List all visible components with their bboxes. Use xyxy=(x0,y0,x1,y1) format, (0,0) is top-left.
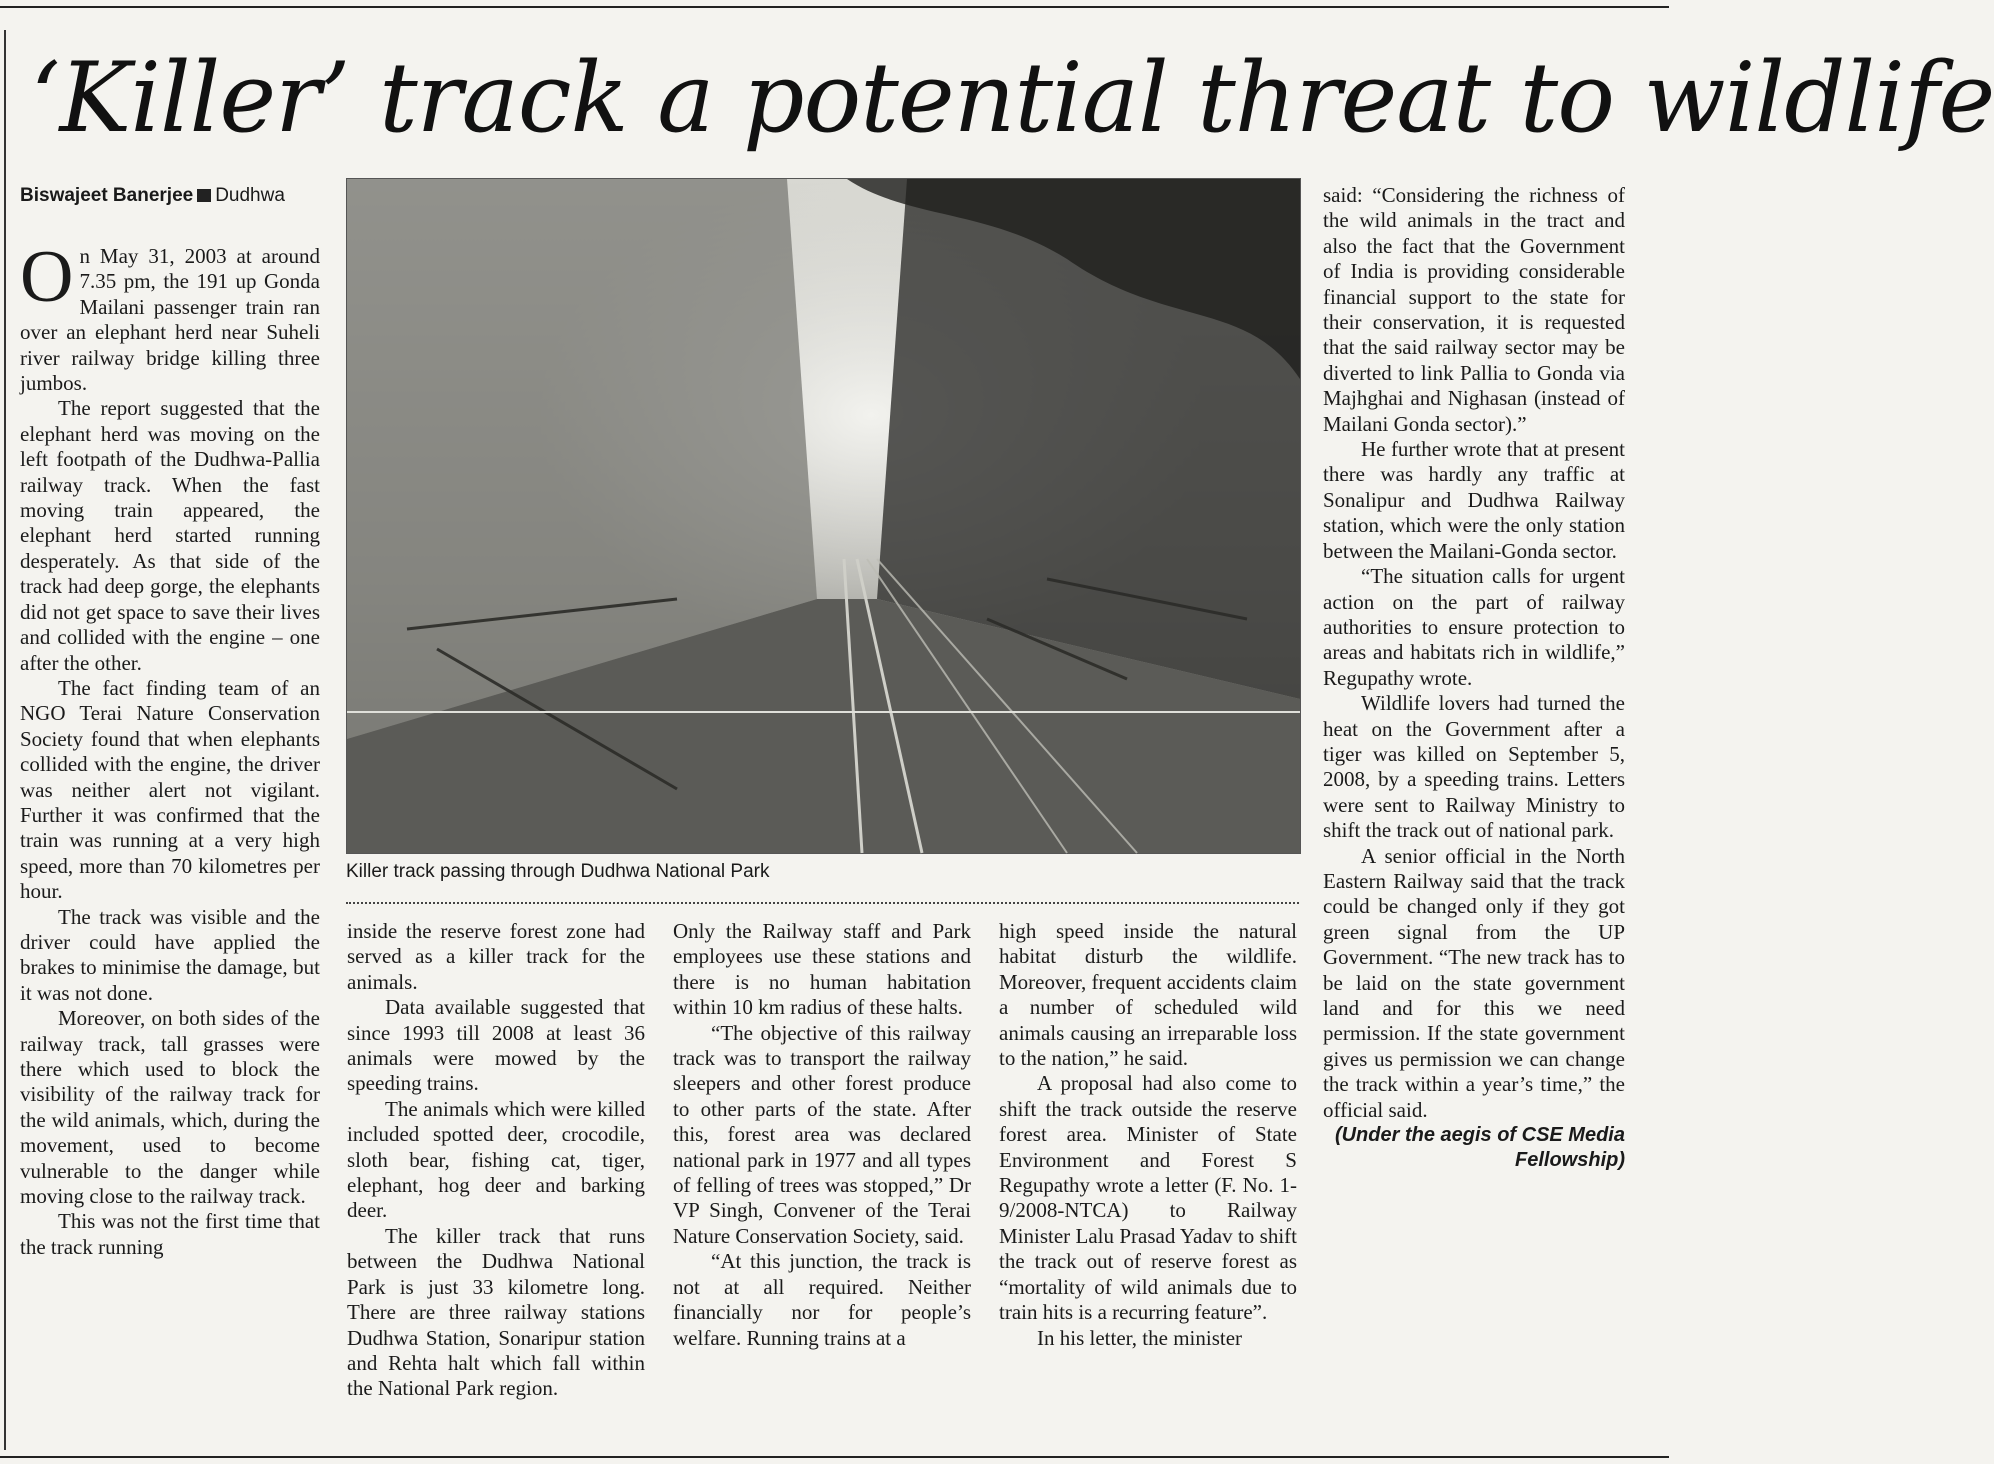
bottom-rule xyxy=(0,1456,1669,1458)
paragraph: “At this junction, the track is not at all required. Neither financially nor for people’s welfare. Running trains at a xyxy=(673,1249,971,1350)
byline-separator-square xyxy=(197,189,211,202)
paragraph: On May 31, 2003 at around 7.35 pm, the 191 up Gonda Mailani passenger train ran over an elephant herd near Suheli river railway bridge killing three jumbos. xyxy=(20,236,320,396)
paragraph: inside the reserve forest zone had served as a killer track for the animals. xyxy=(347,919,645,994)
fellowship-credit: (Under the aegis of CSE Media Fellowship) xyxy=(1334,1124,1625,1172)
paragraph: The animals which were killed included spotted deer, crocodile, sloth bear, fishing cat, tiger, elephant, hog deer and barking deer. xyxy=(347,1096,645,1223)
paragraph: said: “Considering the richness of the wild animals in the tract and also the fact that the Government of India is providing considerable financial support to the state for their conservation, it is requested that the said railway sector may be diverted to link Pallia to Gonda via Majhghai and Nighasan (instead of Mailani Gonda sector).” xyxy=(1323,183,1625,436)
paragraph: A senior official in the North Eastern Railway said that the track could be changed only if they got green signal from the UP Government. “The new track has to be laid on the state government land and for this we need permission. If the state government gives us permission we can change the track within a year’s time,” the official said. xyxy=(1323,843,1625,1122)
paragraph: The track was visible and the driver could have applied the brakes to minimise the damage, but it was not done. xyxy=(20,904,320,1005)
paragraph: “The objective of this railway track was to transport the railway sleepers and other forest produce to other parts of the state. After this, forest area was declared national park in 1977 and all types of felling of trees was stopped,” Dr VP Singh, Convener of the Terai Nature Conservation Society, said. xyxy=(673,1020,971,1248)
byline xyxy=(20,185,320,207)
paragraph: A proposal had also come to shift the track outside the reserve forest area. Minister of State Environment and Forest S Regupathy wrote a letter (F. No. 1-9/2008-NTCA) to Railway Minister Lalu Prasad Yadav to shift the track out of reserve forest as “mortality of wild animals due to train hits is a recurring feature”. xyxy=(999,1071,1297,1325)
paragraph: high speed inside the natural habitat disturb the wildlife. Moreover, frequent accidents claim a number of scheduled wild animals causing an irreparable loss to the nation,” he said. xyxy=(999,919,1297,1071)
article-column-2 xyxy=(347,919,645,1402)
railway-track-photo xyxy=(346,178,1301,854)
forest-track-image xyxy=(347,179,1300,853)
article-column-4 xyxy=(999,919,1297,1351)
paragraph: “The situation calls for urgent action on the part of railway authorities to ensure protection to areas and habitats rich in wildlife,” Regupathy wrote. xyxy=(1323,564,1625,690)
paragraph: Wildlife lovers had turned the heat on the Government after a tiger was killed on September 5, 2008, by a speeding trains. Letters were sent to Railway Ministry to shift the track out of national park. xyxy=(1323,691,1625,843)
article-column-3 xyxy=(673,919,971,1351)
paragraph: Data available suggested that since 1993 till 2008 at least 36 animals were mowed by the speeding trains. xyxy=(347,995,645,1096)
article-column-5 xyxy=(1323,183,1625,1174)
paragraph: Moreover, on both sides of the railway track, tall grasses were there which used to block the visibility of the railway track for the wild animals, which, during the movement, used to become vulnerable to the danger while moving close to the railway track. xyxy=(20,1006,320,1209)
paragraph: This was not the first time that the track running xyxy=(20,1209,320,1259)
paragraph: In his letter, the minister xyxy=(1037,1325,1243,1350)
paragraph: The fact finding team of an NGO Terai Nature Conservation Society found that when elephants collided with the engine, the driver was neither alert not vigilant. Further it was confirmed that the train was running at a very high speed, more than 70 kilometres per hour. xyxy=(20,675,320,904)
left-rule xyxy=(4,30,6,1450)
article-column-1 xyxy=(20,236,320,1260)
byline-author: Biswajeet Banerjee xyxy=(20,185,194,206)
paragraph: Only the Railway staff and Park employees use these stations and there is no human habitation within 10 km radius of these halts. xyxy=(673,919,971,1020)
paragraph: The killer track that runs between the Dudhwa National Park is just 33 kilometre long. There are three railway stations Dudhwa Station, Sonaripur station and Rehta halt which fall within the National Park region. xyxy=(347,1223,645,1401)
headline: ‘Killer’ track a potential threat to wildlife xyxy=(30,42,1994,154)
paragraph: He further wrote that at present there was hardly any traffic at Sonalipur and Dudhwa Railway station, which were the only station between the Mailani-Gonda sector. xyxy=(1323,437,1625,563)
paragraph: The report suggested that the elephant herd was moving on the left footpath of the Dudhwa-Pallia railway track. When the fast moving train appeared, the elephant herd started running desperately. As that side of the track had deep gorge, the elephants did not get space to save their lives and collided with the engine – one after the other. xyxy=(20,396,320,675)
photo-caption: Killer track passing through Dudhwa National Park xyxy=(346,861,770,882)
byline-place: Dudhwa xyxy=(215,185,285,206)
top-rule xyxy=(0,6,1669,8)
caption-dotted-rule xyxy=(346,902,1299,904)
